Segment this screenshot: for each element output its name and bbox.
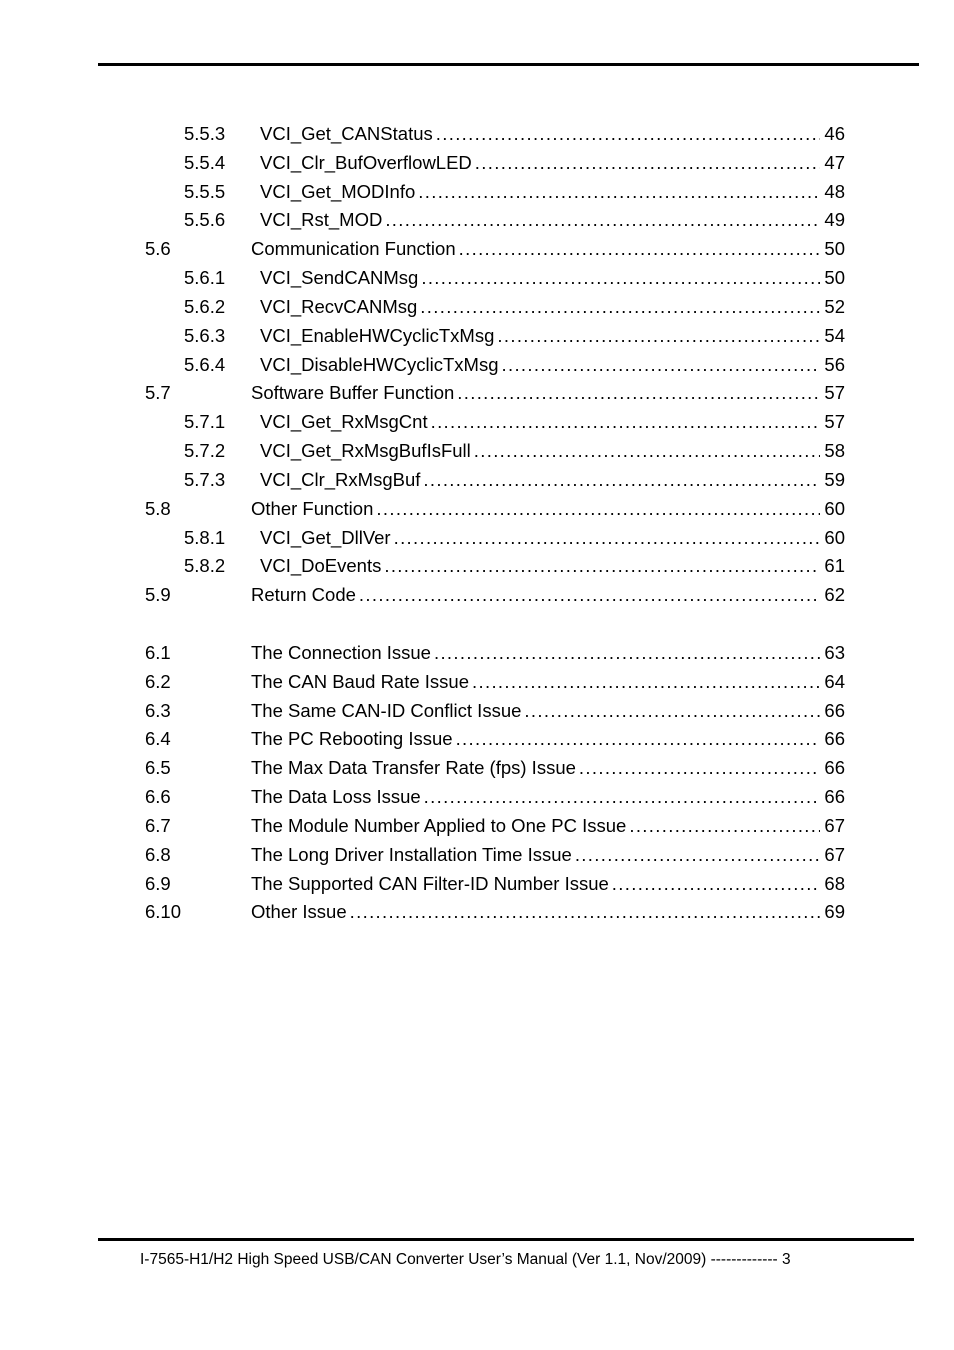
toc-entry-number: 5.8.2 <box>184 555 226 577</box>
toc-entry-title[interactable]: The Connection Issue <box>251 641 431 663</box>
toc-entry[interactable] <box>0 205 954 234</box>
toc-entry-number: 6.4 <box>145 728 171 750</box>
toc-entry-title[interactable]: The PC Rebooting Issue <box>251 728 453 750</box>
toc-entry-number: 5.7.2 <box>184 440 226 462</box>
toc-entry-number: 5.8.1 <box>184 526 226 548</box>
toc-entry-line <box>260 436 845 465</box>
toc-dot-leader <box>376 494 820 523</box>
toc-entry-number: 6.10 <box>145 901 182 923</box>
page-footer: I-7565-H1/H2 High Speed USB/CAN Converter User’s Manual (Ver 1.1, Nov/2009) ------------- 3 <box>140 1251 791 1268</box>
toc-entry[interactable] <box>0 177 954 206</box>
toc-entry[interactable] <box>0 580 954 609</box>
toc-entry-number: 5.5.4 <box>184 151 226 173</box>
toc-entry-line <box>251 724 845 753</box>
toc-entry-page: 56 <box>824 353 845 375</box>
toc-entry-page: 67 <box>824 814 845 836</box>
toc-entry-title[interactable]: VCI_Get_CANStatus <box>260 123 433 144</box>
toc-entry[interactable] <box>0 551 954 580</box>
toc-dot-leader <box>431 407 821 436</box>
toc-entry[interactable] <box>0 753 954 782</box>
toc-entry[interactable] <box>0 869 954 898</box>
toc-entry-number: 5.7.3 <box>184 468 226 490</box>
toc-entry-page: 58 <box>824 440 845 462</box>
toc-entry-number: 5.6.4 <box>184 353 226 375</box>
toc-entry-line <box>251 638 845 667</box>
toc-entry-number: 6.6 <box>145 786 171 808</box>
toc-entry-page: 52 <box>824 295 845 317</box>
toc-entry-page: 66 <box>824 699 845 721</box>
toc-entry-line <box>260 263 845 292</box>
toc-dot-leader <box>459 234 821 263</box>
toc-dot-leader <box>497 321 820 350</box>
toc-entry[interactable] <box>0 148 954 177</box>
toc-entry[interactable] <box>0 494 954 523</box>
toc-entry-page: 60 <box>824 497 845 519</box>
toc-entry-line <box>260 523 845 552</box>
toc-entry-title[interactable]: VCI_EnableHWCyclicTxMsg <box>260 324 495 346</box>
toc-entry-page: 48 <box>824 180 845 202</box>
toc-entry-line <box>260 205 845 234</box>
toc-entry[interactable] <box>0 292 954 321</box>
toc-entry[interactable] <box>0 263 954 292</box>
toc-entry-line <box>251 869 845 898</box>
footer-rule <box>98 1238 914 1241</box>
toc-entry[interactable] <box>0 350 954 379</box>
toc-dot-leader <box>501 350 820 379</box>
toc-entry-number: 5.6 <box>145 238 171 260</box>
toc-entry-page: 46 <box>824 123 845 144</box>
toc-entry-line <box>251 667 845 696</box>
toc-entry-number: 6.1 <box>145 641 171 663</box>
toc-dot-leader <box>436 119 821 148</box>
toc-entry[interactable] <box>0 638 954 667</box>
toc-dot-leader <box>420 292 820 321</box>
toc-entry-title[interactable]: The Supported CAN Filter-ID Number Issue <box>251 872 609 894</box>
toc-entry-title[interactable]: VCI_Get_RxMsgBufIsFull <box>260 440 471 462</box>
toc-entry[interactable] <box>0 840 954 869</box>
toc-dot-leader <box>418 177 820 206</box>
toc-entry-line <box>251 494 845 523</box>
toc-dot-leader <box>474 436 821 465</box>
toc-entry-title[interactable]: VCI_Clr_RxMsgBuf <box>260 468 421 490</box>
toc-dot-leader <box>456 724 821 753</box>
toc-entry-number: 5.7.1 <box>184 411 226 433</box>
toc-entry-line <box>260 350 845 379</box>
toc-entry-page: 47 <box>824 151 845 173</box>
toc-entry-line <box>260 148 845 177</box>
toc-entry[interactable] <box>0 378 954 407</box>
toc-dot-leader <box>423 465 820 494</box>
toc-entry-line <box>251 234 845 263</box>
toc-entry-page: 67 <box>824 843 845 865</box>
toc-entry-number: 5.6.3 <box>184 324 226 346</box>
toc-entry-number: 5.6.2 <box>184 295 226 317</box>
toc-entry-title[interactable]: VCI_Get_DllVer <box>260 526 391 548</box>
toc-entry-title[interactable]: VCI_DoEvents <box>260 555 382 577</box>
toc-entry-line <box>251 782 845 811</box>
toc-entry[interactable] <box>0 465 954 494</box>
toc-dot-leader <box>384 551 820 580</box>
toc-entry-number: 5.6.1 <box>184 267 226 289</box>
toc-entry-page: 50 <box>824 238 845 260</box>
toc-entry-number: 5.5.5 <box>184 180 226 202</box>
toc-entry-title[interactable]: VCI_Get_MODInfo <box>260 180 416 202</box>
toc-entry-number: 5.8 <box>145 497 171 519</box>
toc-entry-title[interactable]: The Max Data Transfer Rate (fps) Issue <box>251 757 576 779</box>
toc-entry-number: 5.5.6 <box>184 209 226 231</box>
toc-entry[interactable] <box>0 897 954 926</box>
toc-dot-leader <box>579 753 821 782</box>
toc-entry-title[interactable]: Communication Function <box>251 238 456 260</box>
toc-entry-page: 68 <box>824 872 845 894</box>
toc-entry-number: 6.8 <box>145 843 171 865</box>
toc-entry-title[interactable]: The Module Number Applied to One PC Issue <box>251 814 627 836</box>
toc-entry-page: 64 <box>824 670 845 692</box>
toc-entry-title[interactable]: VCI_SendCANMsg <box>260 267 419 289</box>
toc-entry-page: 57 <box>824 411 845 433</box>
toc-entry-number: 5.7 <box>145 382 171 404</box>
toc-entry-page: 54 <box>824 324 845 346</box>
toc-entry-line <box>260 321 845 350</box>
toc-entry-number: 6.5 <box>145 757 171 779</box>
toc-entry-line <box>251 696 845 725</box>
toc-entry-page: 69 <box>824 901 845 923</box>
toc-entry[interactable] <box>0 407 954 436</box>
toc-entry[interactable] <box>0 321 954 350</box>
toc-dot-leader <box>385 205 820 234</box>
toc-entry-page: 61 <box>824 555 845 577</box>
toc-entry-line <box>260 465 845 494</box>
toc-entry-line <box>251 580 845 609</box>
toc-entry[interactable] <box>0 523 954 552</box>
toc-entry-title[interactable]: Software Buffer Function <box>251 382 455 404</box>
toc-entry-page: 60 <box>824 526 845 548</box>
toc-dot-leader <box>434 638 820 667</box>
toc-entry-line <box>260 119 845 148</box>
toc-dot-leader <box>457 378 820 407</box>
toc-entry-number: 6.3 <box>145 699 171 721</box>
toc-entry-page: 59 <box>824 468 845 490</box>
toc-dot-leader <box>472 667 820 696</box>
toc-dot-leader <box>394 523 821 552</box>
toc-entry-number: 5.5.3 <box>184 123 226 144</box>
toc-entry[interactable] <box>0 782 954 811</box>
toc-entry-title[interactable]: VCI_RecvCANMsg <box>260 295 418 317</box>
toc-entry[interactable] <box>0 667 954 696</box>
toc-dot-leader <box>575 840 821 869</box>
toc-entry-page: 63 <box>824 641 845 663</box>
toc-entry-title[interactable]: The CAN Baud Rate Issue <box>251 670 469 692</box>
toc-entry-title[interactable]: The Long Driver Installation Time Issue <box>251 843 572 865</box>
toc-entry-number: 6.2 <box>145 670 171 692</box>
toc-entry-title[interactable]: VCI_Clr_BufOverflowLED <box>260 151 472 173</box>
toc-entry-title[interactable]: The Same CAN-ID Conflict Issue <box>251 699 522 721</box>
toc-entry-page: 50 <box>824 267 845 289</box>
toc-entry-line <box>260 407 845 436</box>
toc-entry-title[interactable]: Other Issue <box>251 901 347 923</box>
toc-entry-page: 66 <box>824 757 845 779</box>
toc-dot-leader <box>359 580 821 609</box>
toc-entry-page: 57 <box>824 382 845 404</box>
toc-entry-title[interactable]: VCI_Rst_MOD <box>260 209 383 231</box>
toc-entry[interactable] <box>0 119 954 148</box>
toc-entry-line <box>260 551 845 580</box>
toc-entry-title[interactable]: Return Code <box>251 584 356 606</box>
toc-entry-line <box>251 811 845 840</box>
toc-entry[interactable] <box>0 811 954 840</box>
toc-entry-page: 66 <box>824 786 845 808</box>
toc-entry-number: 6.7 <box>145 814 171 836</box>
toc-entry-title[interactable]: Other Function <box>251 497 374 519</box>
toc-entry-page: 62 <box>824 584 845 606</box>
toc-dot-leader <box>350 897 821 926</box>
toc-dot-leader <box>629 811 820 840</box>
toc-dot-leader <box>421 263 820 292</box>
toc-entry-title[interactable]: The Data Loss Issue <box>251 786 421 808</box>
toc-entry-line <box>251 753 845 782</box>
toc-dot-leader <box>475 148 821 177</box>
toc-entry-line <box>260 177 845 206</box>
toc-entry-line <box>251 840 845 869</box>
toc-dot-leader <box>612 869 821 898</box>
toc-entry-line <box>260 292 845 321</box>
header-rule <box>98 63 919 66</box>
toc-entry[interactable] <box>0 234 954 263</box>
toc-entry-line <box>251 897 845 926</box>
toc-entry-number: 5.9 <box>145 584 171 606</box>
toc-entry-title[interactable]: VCI_Get_RxMsgCnt <box>260 411 428 433</box>
toc-dot-leader <box>424 782 821 811</box>
toc-entry[interactable] <box>0 724 954 753</box>
toc-entry[interactable] <box>0 696 954 725</box>
toc-entry-line <box>251 378 845 407</box>
toc-entry-page: 49 <box>824 209 845 231</box>
toc-dot-leader <box>524 696 820 725</box>
toc-entry[interactable] <box>0 436 954 465</box>
toc-entry-number: 6.9 <box>145 872 171 894</box>
toc-entry-title[interactable]: VCI_DisableHWCyclicTxMsg <box>260 353 499 375</box>
toc-entry-page: 66 <box>824 728 845 750</box>
